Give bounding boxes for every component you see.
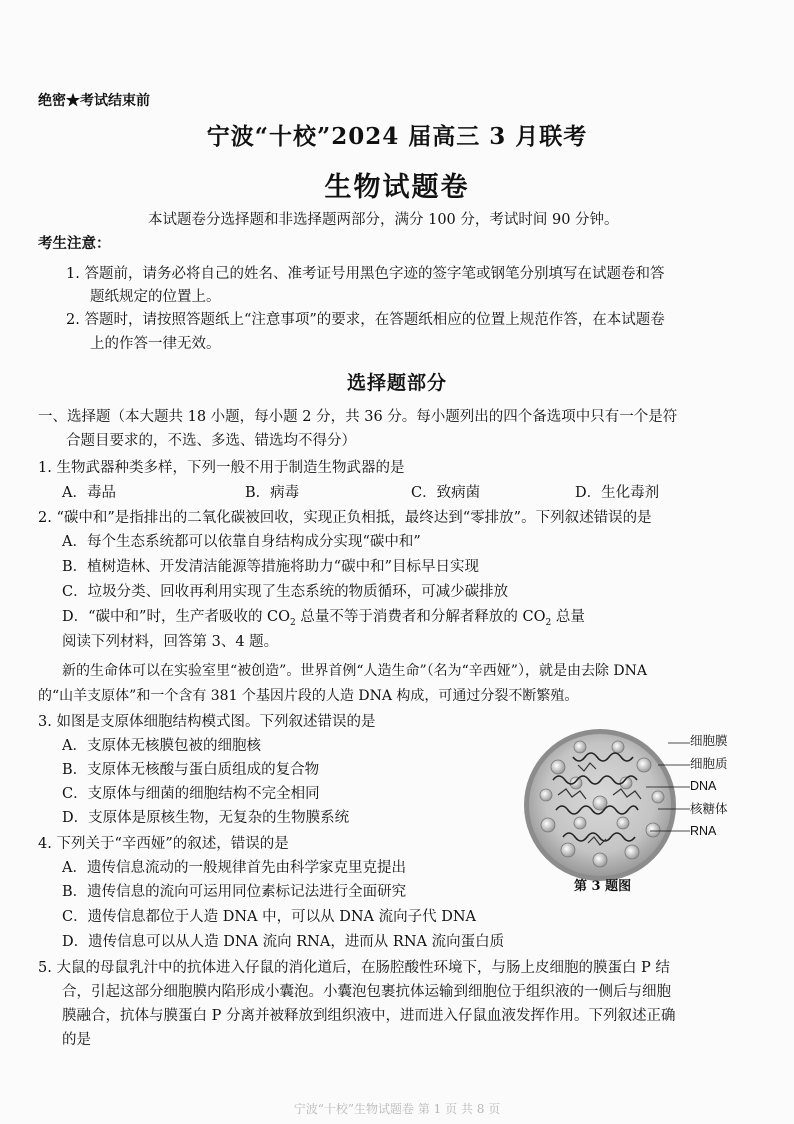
label-dna: DNA bbox=[690, 779, 717, 793]
section-instruction-line2: 合题目要求的，不选、多选、错选均不得分） bbox=[66, 433, 356, 449]
figure-labels bbox=[690, 730, 728, 843]
q2-option-a: A．每个生态系统都可以依靠自身结构成分实现“碳中和” bbox=[62, 534, 421, 550]
q3-option-b: B．支原体无核酸与蛋白质组成的复合物 bbox=[62, 762, 320, 778]
material-line1: 新的生命体可以在实验室里“被创造”。世界首例“人造生命”（名为“辛西娅”），就是由去除 DNA bbox=[62, 663, 647, 679]
label-cytoplasm: 细胞质 bbox=[690, 756, 728, 771]
notice-item-1-line1: 1. 答题前，请务必将自己的姓名、准考证号用黑色字迹的签字笔或钢笔分别填写在试题卷和答 bbox=[66, 266, 665, 282]
exam-title: 宁波“十校”2024 届高三 3 月联考 bbox=[206, 123, 588, 150]
notice-item-1-line2: 题纸规定的位置上。 bbox=[90, 289, 221, 305]
mycoplasma-cell-figure bbox=[518, 725, 708, 890]
q1-option-c: C．致病菌 bbox=[411, 485, 481, 501]
confidential-mark: 绝密★考试结束前 bbox=[38, 93, 150, 109]
q3-stem: 3. 如图是支原体细胞结构模式图。下列叙述错误的是 bbox=[38, 714, 376, 730]
q5-line2: 合，引起这部分细胞膜内陷形成小囊泡。小囊泡包裹抗体运输到细胞位于组织液的一侧后与细胞 bbox=[62, 984, 671, 1000]
q4-option-d: D．遗传信息可以从人造 DNA 流向 RNA，进而从 RNA 流向蛋白质 bbox=[62, 934, 505, 950]
label-rna: RNA bbox=[690, 824, 717, 838]
q2-option-d: D．“碳中和”时，生产者吸收的 $CO_2$ 总量不等于消费者和分解者释放的 $CO_2$ 总量 bbox=[62, 609, 585, 628]
material-line2: 的“山羊支原体”和一个含有 381 个基因片段的人造 DNA 构成，可通过分裂不断繁殖。 bbox=[38, 688, 579, 704]
figure-caption: 第 3 题图 bbox=[574, 879, 632, 894]
q1-option-d: D．生化毒剂 bbox=[575, 485, 660, 501]
q1-options bbox=[62, 481, 742, 502]
q4-option-c: C．遗传信息都位于人造 DNA 中，可以从 DNA 流向子代 DNA bbox=[62, 909, 476, 925]
material-lead: 阅读下列材料，回答第 3、4 题。 bbox=[62, 634, 279, 650]
section-title: 选择题部分 bbox=[346, 372, 447, 394]
q1-stem: 1. 生物武器种类多样，下列一般不用于制造生物武器的是 bbox=[38, 460, 405, 476]
notice-item-2-line1: 2. 答题时，请按照答题纸上“注意事项”的要求，在答题纸相应的位置上规范作答，在本试题卷 bbox=[66, 312, 665, 328]
q2-stem: 2. “碳中和”是指排出的二氧化碳被回收，实现正负相抵，最终达到“零排放”。下列叙述错误的是 bbox=[38, 510, 652, 526]
q3-option-a: A．支原体无核膜包被的细胞核 bbox=[62, 738, 261, 754]
section-instruction-line1: 一、选择题（本大题共 18 小题，每小题 2 分，共 36 分。每小题列出的四个备选项中只有一个是符 bbox=[38, 409, 678, 425]
q1-option-a: A．毒品 bbox=[62, 485, 116, 501]
q3-option-d: D．支原体是原核生物，无复杂的生物膜系统 bbox=[62, 810, 350, 826]
notice-item-2-line2: 上的作答一律无效。 bbox=[90, 336, 221, 352]
label-ribosome: 核糖体 bbox=[690, 801, 728, 816]
q5-line1: 5. 大鼠的母鼠乳汁中的抗体进入仔鼠的消化道后，在肠腔酸性环境下，与肠上皮细胞的膜蛋白 P 结 bbox=[38, 960, 670, 976]
q3-option-c: C．支原体与细菌的细胞结构不完全相同 bbox=[62, 786, 320, 802]
q1-option-b: B．病毒 bbox=[245, 485, 300, 501]
q2-option-b: B．植树造林、开发清洁能源等措施将助力“碳中和”目标早日实现 bbox=[62, 559, 479, 575]
q5-line3: 膜融合，抗体与膜蛋白 P 分离并被释放到组织液中，进而进入仔鼠血液发挥作用。下列叙述正确 bbox=[62, 1008, 676, 1024]
q4-stem: 4. 下列关于“辛西娅”的叙述，错误的是 bbox=[38, 836, 289, 852]
label-cell-membrane: 细胞膜 bbox=[690, 734, 728, 748]
q4-option-a: A．遗传信息流动的一般规律首先由科学家克里克提出 bbox=[62, 860, 406, 876]
page-footer: 宁波“十校”生物试题卷 第 1 页 共 8 页 bbox=[293, 1102, 501, 1116]
exam-intro: 本试题卷分选择题和非选择题两部分，满分 100 分，考试时间 90 分钟。 bbox=[148, 212, 619, 228]
q4-option-b: B．遗传信息的流向可运用同位素标记法进行全面研究 bbox=[62, 884, 407, 900]
q5-line4: 的是 bbox=[62, 1032, 91, 1048]
notice-heading: 考生注意： bbox=[38, 235, 111, 252]
q2-option-c: C．垃圾分类、回收再利用实现了生态系统的物质循环，可减少碳排放 bbox=[62, 584, 509, 600]
exam-subtitle: 生物试题卷 bbox=[324, 172, 470, 203]
